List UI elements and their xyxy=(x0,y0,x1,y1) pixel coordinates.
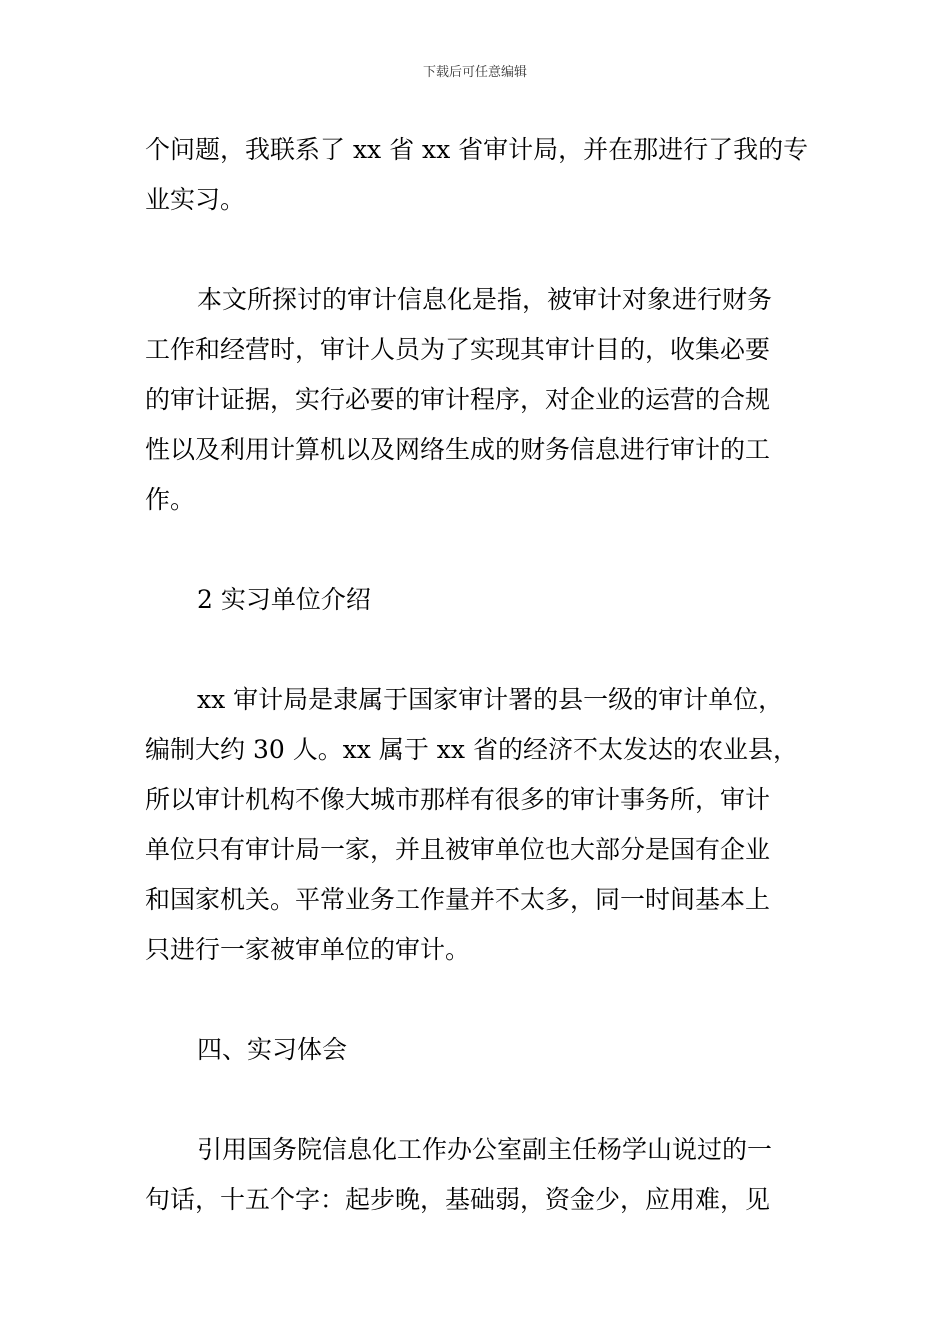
page-header: 下载后可任意编辑 xyxy=(422,65,527,80)
section-heading-text: 2 实习单位介绍 xyxy=(197,585,371,614)
paragraph-gap xyxy=(145,975,810,1025)
text-line: 业实习。 xyxy=(145,185,246,214)
text-line: 工作和经营时，审计人员为了实现其审计目的，收集必要 xyxy=(145,335,771,364)
paragraph-gap xyxy=(145,225,810,275)
section-heading xyxy=(145,1025,810,1075)
section-heading xyxy=(145,575,810,625)
text-line: 所以审计机构不像大城市那样有很多的审计事务所，审计 xyxy=(145,785,771,814)
text-line: 引用国务院信息化工作办公室副主任杨学山说过的一 xyxy=(197,1135,773,1164)
text-line: 单位只有审计局一家，并且被审单位也大部分是国有企业 xyxy=(145,835,771,864)
section-heading-text: 四、实习体会 xyxy=(197,1035,348,1064)
text-line: 性以及利用计算机以及网络生成的财务信息进行审计的工 xyxy=(145,435,771,464)
text-line: 只进行一家被审单位的审计。 xyxy=(145,935,471,964)
paragraph-definition xyxy=(145,275,810,525)
paragraph-gap xyxy=(145,525,810,575)
text-line: 句话，十五个字：起步晚，基础弱，资金少，应用难，见 xyxy=(145,1185,771,1214)
text-line: 编制大约 30 人。xx 属于 xx 省的经济不太发达的农业县， xyxy=(145,735,798,764)
paragraph-gap xyxy=(145,625,810,675)
text-line: xx 审计局是隶属于国家审计署的县一级的审计单位， xyxy=(197,685,784,714)
text-line: 个问题，我联系了 xx 省 xx 省审计局，并在那进行了我的专 xyxy=(145,135,809,164)
document-body xyxy=(145,125,810,1225)
paragraph-continuation xyxy=(145,125,810,225)
text-line: 的审计证据，实行必要的审计程序，对企业的运营的合规 xyxy=(145,385,771,414)
text-line: 本文所探讨的审计信息化是指，被审计对象进行财务 xyxy=(197,285,773,314)
text-line: 作。 xyxy=(145,485,196,514)
paragraph-unit-intro xyxy=(145,675,810,975)
paragraph-gap xyxy=(145,1075,810,1125)
paragraph-reflection xyxy=(145,1125,810,1225)
text-line: 和国家机关。平常业务工作量并不太多，同一时间基本上 xyxy=(145,885,771,914)
